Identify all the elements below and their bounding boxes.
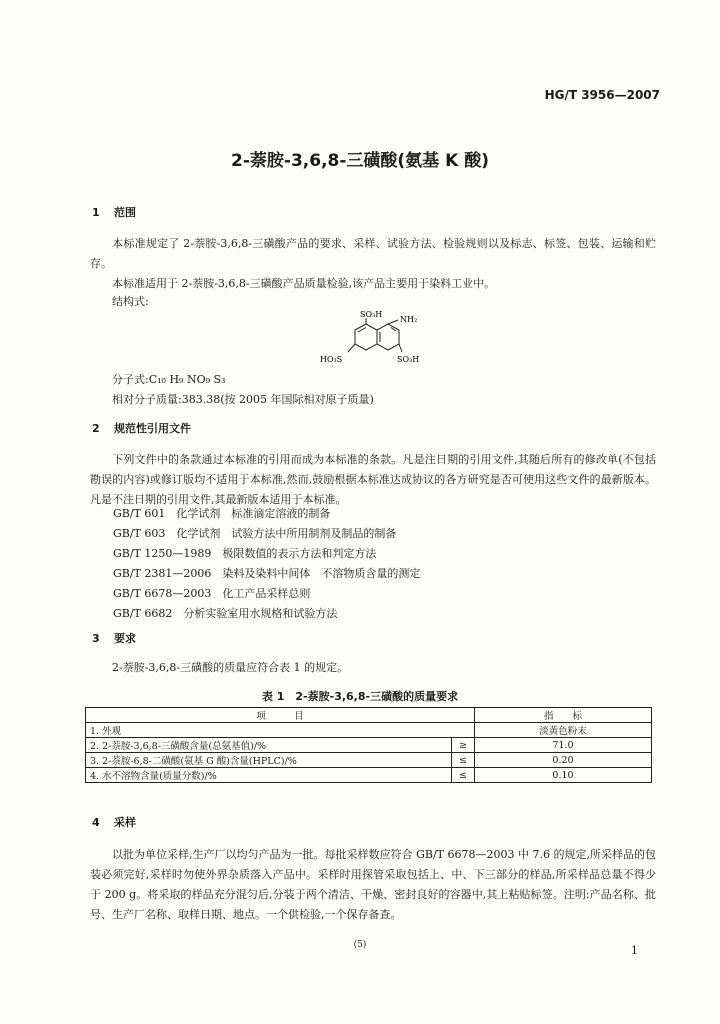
table-cell-symbol: ≤ [452, 768, 475, 783]
table-caption: 表 1 2-萘胺-3,6,8-三磺酸的质量要求 [261, 690, 459, 703]
section-title: 范围 [114, 206, 136, 219]
scope-paragraph-1: 本标准规定了 2-萘胺-3,6,8-三磺酸产品的要求、采样、试验方法、检验规则以及标志、标签、包装、运输和贮存。 [90, 237, 656, 270]
table-row [86, 738, 652, 753]
reference-item: GB/T 601 化学试剂 标准滴定溶液的制备 [113, 507, 331, 520]
table-cell-value: 71.0 [475, 738, 652, 753]
section-4-heading [92, 814, 136, 830]
table-row [86, 723, 652, 738]
quality-requirements-table [85, 707, 652, 783]
section-number: 3 [92, 632, 100, 645]
reference-item: GB/T 6682 分析实验室用水规格和试验方法 [113, 607, 338, 620]
table-cell-item: 2. 2-萘胺-3,6,8-三磺酸含量(总氨基值)/% [86, 738, 452, 753]
table-row [86, 768, 652, 783]
column-header-item: 项 目 [86, 708, 475, 723]
column-header-index: 指 标 [475, 708, 652, 723]
table-cell-item: 4. 水不溶物含量(质量分数)/% [86, 768, 452, 783]
section-1-heading [92, 204, 136, 220]
section-number: 1 [92, 206, 100, 219]
structure-label: 结构式: [112, 295, 149, 308]
normative-references-paragraph: 下列文件中的条款通过本标准的引用而成为本标准的条款。凡是注日期的引用文件,其随后所有的修改单(不包括勘误的内容)或修订版均不适用于本标准,然而,鼓励根据本标准达成协议的各方研究是否可使用这些文件的最新版本。凡是不注日期的引用文件,其最新版本适用于本标准。 [90, 453, 656, 506]
reference-item: GB/T 6678—2003 化工产品采样总则 [113, 587, 311, 600]
requirements-paragraph: 2-萘胺-3,6,8-三磺酸的质量应符合表 1 的规定。 [112, 661, 349, 674]
reference-item: GB/T 603 化学试剂 试验方法中所用制剂及制品的制备 [113, 527, 397, 540]
table-cell-symbol: ≥ [452, 738, 475, 753]
table-cell-symbol: ≤ [452, 753, 475, 768]
section-title: 规范性引用文件 [114, 422, 191, 435]
sampling-paragraph: 以批为单位采样,生产厂以均匀产品为一批。每批采样数应符合 GB/T 6678—2003 中 7.6 的规定,所采样品的包装必须完好,采样时勿使外界杂质落入产品中。采样时用探管采取包括上、中、下三部分的样品,所采样品总量不得少于 200 g。将采取的样品充分混匀后,分装于两个清洁、干燥、密封良好的容器中,其上粘贴标签。注明:产品名称、批号、生产厂名称、取样日期、地点。一个供检验,一个保存备查。 [90, 848, 656, 921]
table-header-row [86, 708, 652, 723]
scope-paragraph-2: 本标准适用于 2-萘胺-3,6,8-三磺酸产品质量检验,该产品主要用于染料工业中。 [112, 277, 496, 290]
table-row [86, 753, 652, 768]
molecular-mass: 相对分子质量:383.38(按 2005 年国际相对原子质量) [112, 393, 374, 406]
section-3-heading [92, 630, 136, 646]
section-number: 2 [92, 422, 100, 435]
page-number: 1 [631, 944, 638, 957]
table-cell-value: 淡黄色粉末 [475, 723, 652, 738]
table-cell-value: 0.10 [475, 768, 652, 783]
table-cell-value: 0.20 [475, 753, 652, 768]
table-cell-item: 1. 外观 [86, 723, 475, 738]
reference-item: GB/T 2381—2006 染料及染料中间体 不溶物质含量的测定 [113, 567, 421, 580]
amino-group: NH₂ [400, 315, 418, 324]
reference-item: GB/T 1250—1989 极限数值的表示方法和判定方法 [113, 547, 377, 560]
standard-number: HG/T 3956—2007 [544, 88, 660, 102]
molecular-formula: 分子式:C₁₀ H₉ NO₉ S₃ [112, 373, 226, 386]
section-title: 要求 [114, 632, 136, 645]
structural-formula [310, 308, 440, 374]
sulfo-group-left: HO₃S [320, 355, 343, 364]
sulfo-group-top: SO₃H [360, 310, 383, 319]
print-number: (5) [353, 940, 367, 950]
table-cell-item: 3. 2-萘胺-6,8-二磺酸(氨基 G 酸)含量(HPLC)/% [86, 753, 452, 768]
section-2-heading [92, 420, 191, 436]
section-number: 4 [92, 816, 100, 829]
document-title: 2-萘胺-3,6,8-三磺酸(氨基 K 酸) [231, 151, 489, 171]
section-title: 采样 [114, 816, 136, 829]
sulfo-group-right: SO₃H [397, 355, 420, 364]
